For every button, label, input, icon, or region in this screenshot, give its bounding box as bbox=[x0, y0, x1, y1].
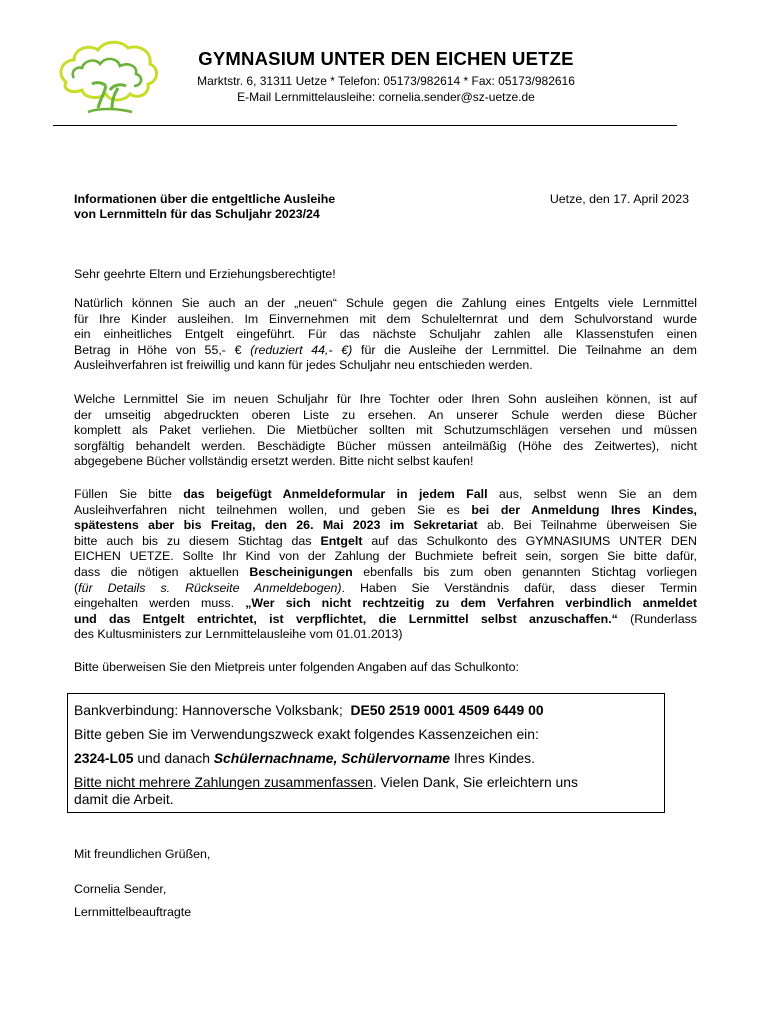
text-line: für Ihre Kinder ausleihen. Im Einvernehmen mit dem Schulelternrat und dem Schulvorstand wurde bbox=[74, 311, 697, 326]
reduced-price: (reduziert 44,- €) bbox=[250, 342, 353, 357]
text-run: auf das Schulkonto des GYMNASIUMS UNTER DEN bbox=[371, 533, 697, 548]
school-email: E-Mail Lernmittelausleihe: cornelia.sender@sz-uetze.de bbox=[237, 90, 535, 104]
text-run: aus, selbst wenn Sie an dem bbox=[498, 487, 698, 501]
letter-subject bbox=[74, 192, 474, 222]
salutation: Sehr geehrte Eltern und Erziehungsberechtigte! bbox=[74, 267, 336, 281]
text-run: und danach bbox=[137, 750, 210, 766]
text-line bbox=[74, 518, 697, 534]
student-name-placeholder: Schülernachname, Schülervorname bbox=[213, 750, 451, 766]
text-line bbox=[74, 596, 697, 612]
school-address: Marktstr. 6, 31311 Uetze * Telefon: 05173/982614 * Fax: 05173/982616 bbox=[197, 74, 575, 88]
bold-text: Bescheinigungen bbox=[249, 564, 353, 579]
text-line bbox=[74, 581, 697, 597]
text-run: Betrag in Höhe von 55,- € bbox=[74, 342, 242, 357]
text-run: Ausleihverfahren nicht teilnehmen wollen, und geben Sie es bbox=[74, 502, 460, 517]
bank-details-box bbox=[67, 693, 665, 813]
header-divider bbox=[53, 125, 677, 126]
text-line bbox=[74, 565, 697, 581]
subject-line-2: von Lernmitteln für das Schuljahr 2023/24 bbox=[74, 207, 320, 221]
text-line: komplett als Paket verliehen. Die Mietbücher sollten mit Schutzumschlägen versehen und müssen bbox=[74, 423, 697, 438]
reference-instruction: Bitte geben Sie im Verwendungszweck exakt folgendes Kassenzeichen ein: bbox=[74, 726, 539, 742]
deadline-text: spätestens aber bis Freitag, den 26. Mai 2023 im Sekretariat bbox=[74, 518, 478, 533]
school-name: GYMNASIUM UNTER DEN EICHEN UETZE bbox=[198, 48, 574, 69]
subject-line-1: Informationen über die entgeltliche Ausleihe bbox=[74, 192, 336, 206]
no-combined-payments-line bbox=[74, 774, 578, 790]
text-line: sorgfältig behandelt werden. Beschädigte Bücher müssen anteilmäßig (Höhe des Zeitwertes), nicht bbox=[74, 438, 697, 453]
text-line: der umseitig abgedruckten oberen Liste zu ersehen. An unserer Schule werden diese Bücher bbox=[74, 407, 697, 422]
reference-code-line bbox=[74, 750, 535, 766]
text-line: ein einheitliches Entgelt eingeführt. Für das nächste Schuljahr zahlen alle Klassenstufen einen bbox=[74, 327, 697, 342]
thanks-line: damit die Arbeit. bbox=[74, 791, 174, 807]
text-line: Welche Lernmittel Sie im neuen Schuljahr für Ihre Tochter oder Ihren Sohn ausleihen können, ist auf bbox=[74, 392, 697, 406]
text-line bbox=[74, 487, 697, 503]
text-line: Natürlich können Sie auch an der „neuen“ Schule gegen die Zahlung eines Entgelts viele Lernmittel bbox=[74, 296, 697, 310]
text-line bbox=[74, 503, 697, 519]
text-line: abgegebene Bücher vollständig ersetzt werden. Bitte nicht selbst kaufen! bbox=[74, 454, 474, 469]
text-run: Bankverbindung: Hannoversche Volksbank; bbox=[74, 702, 343, 718]
bank-connection bbox=[74, 702, 544, 718]
text-run: Füllen Sie bitte bbox=[74, 487, 172, 501]
text-line: EICHEN UETZE. Sollte Ihr Kind von der Zahlung der Buchmiete befreit sein, sorgen Sie bitte dafür, bbox=[74, 549, 697, 564]
paragraph-fees bbox=[74, 296, 697, 374]
text-line: Ausleihverfahren ist freiwillig und kann für jedes Schuljahr neu entschieden werden. bbox=[74, 358, 533, 373]
text-run: . Vielen Dank, Sie erleichtern uns bbox=[372, 774, 578, 790]
text-run: eingehalten werden muss. bbox=[74, 596, 235, 611]
bold-text: „Wer sich nicht rechtzeitig zu dem Verfahren verbindlich anmeldet bbox=[245, 596, 698, 611]
signer-name: Cornelia Sender, bbox=[74, 882, 167, 896]
paragraph-books bbox=[74, 392, 697, 470]
text-run: . Haben Sie Verständnis dafür, dass dieser Termin bbox=[341, 580, 697, 595]
italic-text: für Details s. Rückseite Anmeldebogen) bbox=[78, 580, 342, 595]
letter-date: Uetze, den 17. April 2023 bbox=[549, 192, 689, 206]
text-line: des Kultusministers zur Lernmittelausleihe vom 01.01.2013) bbox=[74, 627, 403, 642]
bold-text: das beigefügt Anmeldeformular in jedem Fall bbox=[183, 487, 488, 501]
text-run: ( bbox=[74, 580, 79, 595]
text-line bbox=[74, 534, 697, 550]
bold-text: und das Entgelt entrichtet, ist verpflichtet, die Lernmittel selbst anzuschaffen.“ bbox=[74, 611, 618, 626]
text-run: ab. Bei Teilnahme überweisen Sie bbox=[486, 518, 697, 533]
text-line bbox=[74, 343, 697, 359]
bold-text: bei der Anmeldung Ihres Kindes, bbox=[471, 502, 697, 517]
text-run: Ihres Kindes. bbox=[453, 750, 535, 766]
text-run: bitte auch bis zu diesem Stichtag das bbox=[74, 533, 312, 548]
text-run: für die Ausleihe der Lernmittel. Die Teilnahme an dem bbox=[361, 342, 697, 357]
paragraph-registration bbox=[74, 487, 697, 643]
signer-role: Lernmittelbeauftragte bbox=[74, 905, 192, 919]
text-run: (Runderlass bbox=[630, 611, 697, 626]
bold-text: Entgelt bbox=[320, 533, 363, 548]
iban: DE50 2519 0001 4509 6449 00 bbox=[350, 702, 544, 718]
text-line bbox=[74, 612, 697, 628]
text-run: ebenfalls bis zum oben genannten Stichtag vorliegen bbox=[363, 564, 697, 579]
text-run: dass die nötigen aktuellen bbox=[74, 564, 239, 579]
closing: Mit freundlichen Grüßen, bbox=[74, 847, 211, 861]
reference-code: 2324-L05 bbox=[74, 750, 134, 766]
underlined-text: Bitte nicht mehrere Zahlungen zusammenfassen bbox=[74, 774, 373, 790]
paragraph-payment-intro: Bitte überweisen Sie den Mietpreis unter folgenden Angaben auf das Schulkonto: bbox=[74, 660, 519, 674]
